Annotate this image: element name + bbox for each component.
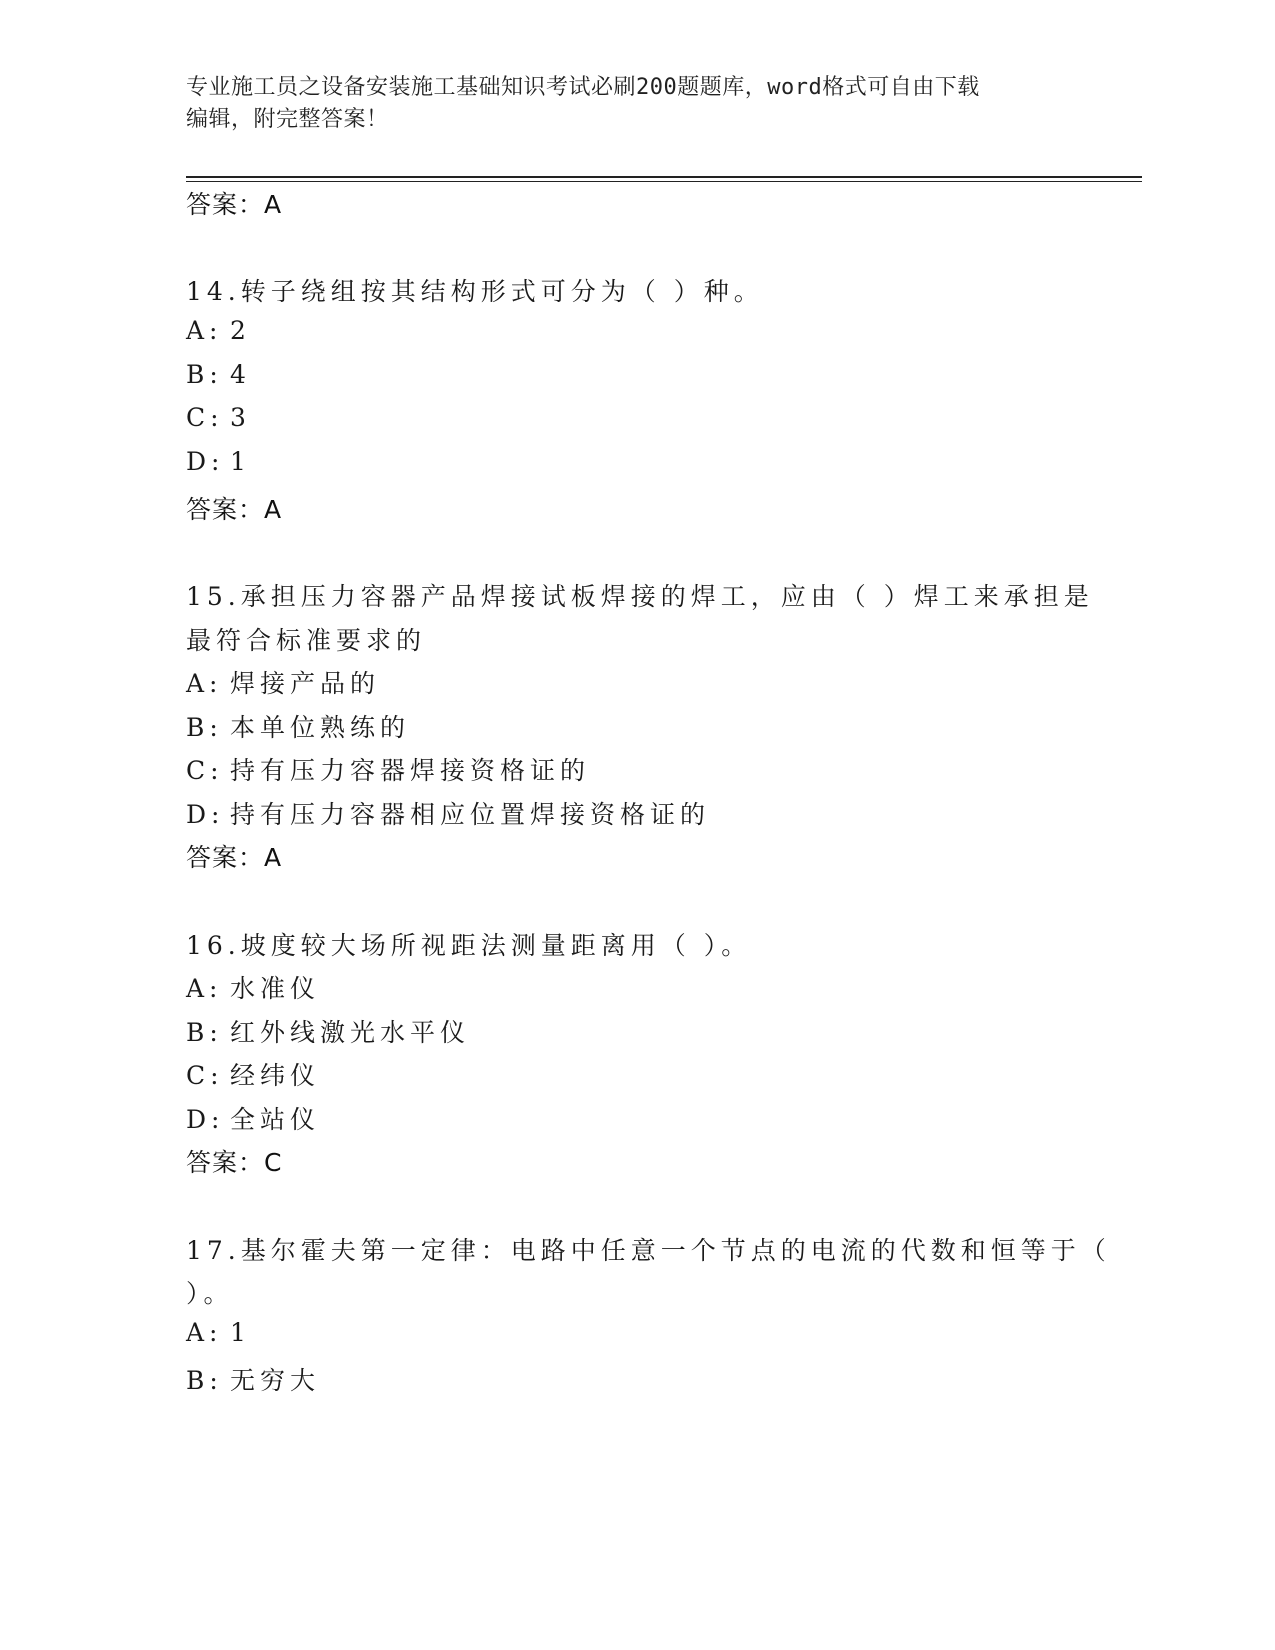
answer-value: A bbox=[264, 843, 283, 872]
answer-label: 答案： bbox=[186, 1148, 265, 1177]
option-b bbox=[186, 360, 251, 389]
option-a bbox=[186, 316, 251, 345]
answer-label: 答案： bbox=[186, 843, 265, 872]
answer-line-15 bbox=[186, 838, 282, 874]
question-15-text-cont: 最符合标准要求的 bbox=[186, 626, 427, 655]
option-text: 无穷大 bbox=[230, 1366, 321, 1395]
option-key: C: bbox=[186, 1061, 224, 1090]
option-c bbox=[186, 1056, 320, 1092]
question-16-text: 16.坡度较大场所视距法测量距离用（ ）。 bbox=[186, 931, 752, 960]
option-text: 全站仪 bbox=[230, 1105, 321, 1134]
question-17-text-cont: ）。 bbox=[186, 1279, 234, 1308]
header-divider-thick bbox=[186, 176, 1142, 178]
option-text: 经纬仪 bbox=[230, 1061, 321, 1090]
option-key: D: bbox=[186, 447, 225, 476]
header-line-1: 专业施工员之设备安装施工基础知识考试必刷200题题库，word格式可自由下载 bbox=[186, 75, 980, 100]
option-d bbox=[186, 795, 710, 831]
option-key: D: bbox=[186, 1105, 225, 1134]
option-b bbox=[186, 708, 410, 744]
option-key: A: bbox=[186, 669, 223, 698]
answer-line-14 bbox=[186, 490, 282, 526]
option-key: C: bbox=[186, 756, 224, 785]
option-key: B: bbox=[186, 713, 223, 742]
option-text: 持有压力容器相应位置焊接资格证的 bbox=[230, 800, 711, 829]
option-a bbox=[186, 1318, 251, 1347]
option-key: B: bbox=[186, 1366, 223, 1395]
question-17-text: 17.基尔霍夫第一定律：电路中任意一个节点的电流的代数和恒等于（ bbox=[186, 1236, 1111, 1265]
option-a bbox=[186, 969, 320, 1005]
option-key: C: bbox=[186, 403, 224, 432]
option-text: 水准仪 bbox=[230, 974, 321, 1003]
option-c bbox=[186, 751, 590, 787]
answer-line-16 bbox=[186, 1143, 282, 1179]
answer-label: 答案： bbox=[186, 495, 265, 524]
option-b bbox=[186, 1361, 320, 1397]
answer-label: 答案： bbox=[186, 190, 265, 219]
answer-value: A bbox=[264, 495, 283, 524]
option-key: B: bbox=[186, 1018, 223, 1047]
header-line-2: 编辑，附完整答案！ bbox=[186, 107, 389, 132]
option-c bbox=[186, 403, 251, 432]
option-text: 1 bbox=[230, 447, 251, 476]
option-b bbox=[186, 1013, 470, 1049]
answer-value: A bbox=[264, 190, 283, 219]
answer-value: C bbox=[264, 1148, 283, 1177]
option-text: 红外线激光水平仪 bbox=[230, 1018, 471, 1047]
option-text: 焊接产品的 bbox=[230, 669, 381, 698]
option-text: 持有压力容器焊接资格证的 bbox=[230, 756, 591, 785]
option-text: 1 bbox=[230, 1318, 251, 1347]
option-key: A: bbox=[186, 316, 223, 345]
option-key: B: bbox=[186, 360, 223, 389]
header-divider-thin bbox=[186, 181, 1142, 182]
option-key: D: bbox=[186, 800, 225, 829]
option-a bbox=[186, 664, 380, 700]
document-header bbox=[186, 72, 1066, 136]
option-text: 本单位熟练的 bbox=[230, 713, 411, 742]
option-d bbox=[186, 447, 251, 476]
option-text: 3 bbox=[230, 403, 251, 432]
question-14-text: 14.转子绕组按其结构形式可分为（ ）种。 bbox=[186, 277, 764, 306]
question-15-text: 15.承担压力容器产品焊接试板焊接的焊工，应由（ ）焊工来承担是 bbox=[186, 582, 1094, 611]
option-key: A: bbox=[186, 1318, 223, 1347]
option-text: 4 bbox=[230, 360, 251, 389]
option-d bbox=[186, 1100, 320, 1136]
answer-line-prev bbox=[186, 185, 282, 221]
option-key: A: bbox=[186, 974, 223, 1003]
option-text: 2 bbox=[230, 316, 251, 345]
